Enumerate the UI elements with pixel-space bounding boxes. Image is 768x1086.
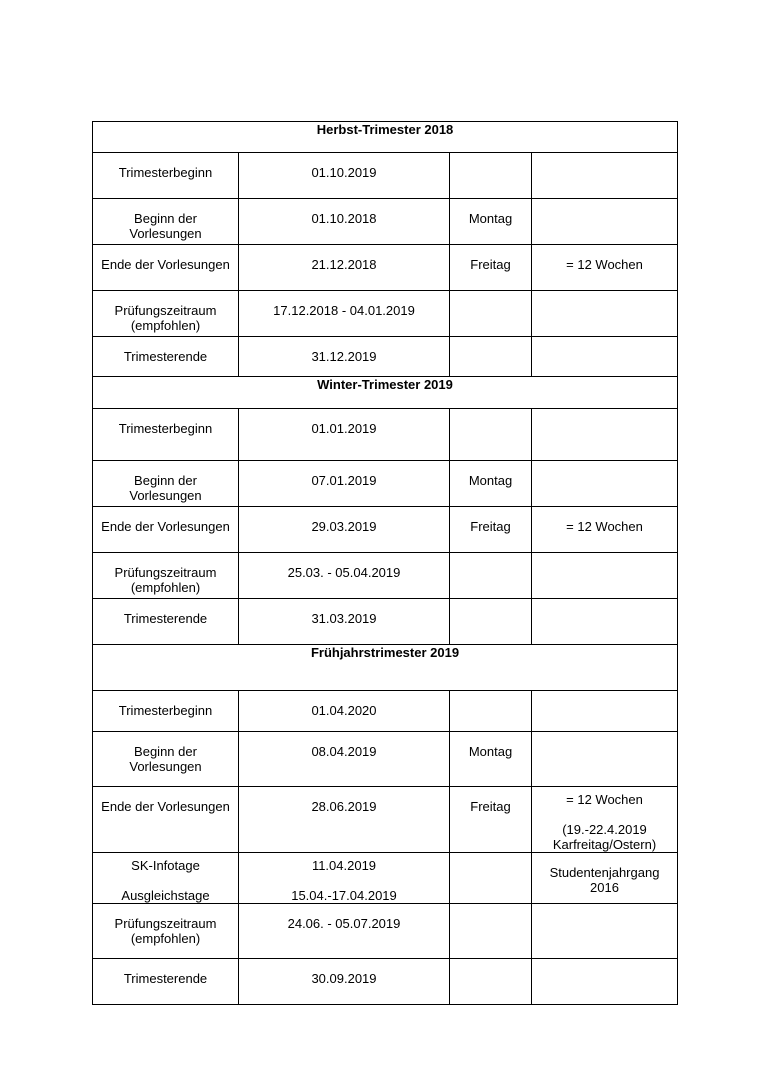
row-day [450, 959, 532, 1005]
table-row [93, 245, 678, 291]
row-date: 31.12.2019 [239, 337, 450, 377]
row-label: Beginn der Vorlesungen [93, 199, 239, 245]
row-date: 25.03. - 05.04.2019 [239, 553, 450, 599]
row-label: Trimesterbeginn [93, 409, 239, 461]
section-title-winter: Winter-Trimester 2019 [93, 377, 678, 409]
row-day: Montag [450, 732, 532, 787]
table-row [93, 199, 678, 245]
row-day: Freitag [450, 787, 532, 853]
row-label: Ende der Vorlesungen [93, 787, 239, 853]
row-note [532, 553, 678, 599]
table-row [93, 553, 678, 599]
row-date: 30.09.2019 [239, 959, 450, 1005]
row-day [450, 409, 532, 461]
row-label: Prüfungszeitraum (empfohlen) [93, 291, 239, 337]
row-label: Beginn der Vorlesungen [93, 732, 239, 787]
row-date: 29.03.2019 [239, 507, 450, 553]
table-row [93, 691, 678, 732]
row-note [532, 904, 678, 959]
row-label: Beginn der Vorlesungen [93, 461, 239, 507]
section-title-herbst: Herbst-Trimester 2018 [93, 122, 678, 153]
row-day: Montag [450, 199, 532, 245]
table-row [93, 787, 678, 853]
row-day: Freitag [450, 245, 532, 291]
row-note [532, 153, 678, 199]
row-label: Trimesterende [93, 337, 239, 377]
row-note [532, 199, 678, 245]
row-date: 08.04.2019 [239, 732, 450, 787]
table-row [93, 153, 678, 199]
row-day [450, 853, 532, 904]
table-row [93, 507, 678, 553]
row-day: Montag [450, 461, 532, 507]
row-label: Ende der Vorlesungen [93, 245, 239, 291]
table-row [93, 291, 678, 337]
row-note [532, 337, 678, 377]
table-row [93, 959, 678, 1005]
row-label: Trimesterende [93, 599, 239, 645]
row-day [450, 553, 532, 599]
section-title-fruehjahr: Frühjahrstrimester 2019 [93, 645, 678, 691]
row-date: 07.01.2019 [239, 461, 450, 507]
table-row [93, 337, 678, 377]
row-date: 21.12.2018 [239, 245, 450, 291]
row-note: = 12 Wochen [532, 507, 678, 553]
row-label: Prüfungszeitraum (empfohlen) [93, 553, 239, 599]
row-date: 01.04.2020 [239, 691, 450, 732]
row-note: = 12 Wochen [532, 245, 678, 291]
row-label: Prüfungszeitraum (empfohlen) [93, 904, 239, 959]
table-row [93, 853, 678, 904]
row-date: 01.01.2019 [239, 409, 450, 461]
table-row [93, 904, 678, 959]
row-day [450, 153, 532, 199]
row-note [532, 732, 678, 787]
row-date: 01.10.2018 [239, 199, 450, 245]
table-row [93, 409, 678, 461]
row-note: Studentenjahrgang 2016 [532, 853, 678, 904]
row-date: 31.03.2019 [239, 599, 450, 645]
row-date: 28.06.2019 [239, 787, 450, 853]
row-date: 24.06. - 05.07.2019 [239, 904, 450, 959]
row-day [450, 691, 532, 732]
row-label: SK-Infotage Ausgleichstage [93, 853, 239, 904]
row-label: Trimesterende [93, 959, 239, 1005]
row-day [450, 599, 532, 645]
table-row [93, 599, 678, 645]
row-note [532, 461, 678, 507]
row-date: 01.10.2019 [239, 153, 450, 199]
row-note: = 12 Wochen (19.-22.4.2019 Karfreitag/Ostern) [532, 787, 678, 853]
row-day [450, 291, 532, 337]
row-label: Ende der Vorlesungen [93, 507, 239, 553]
row-day [450, 337, 532, 377]
row-date: 11.04.2019 15.04.-17.04.2019 [239, 853, 450, 904]
row-note [532, 409, 678, 461]
row-day [450, 904, 532, 959]
row-note [532, 291, 678, 337]
table-row [93, 732, 678, 787]
row-label: Trimesterbeginn [93, 691, 239, 732]
row-day: Freitag [450, 507, 532, 553]
row-note [532, 691, 678, 732]
row-label: Trimesterbeginn [93, 153, 239, 199]
trimester-table [92, 121, 678, 1005]
row-note [532, 959, 678, 1005]
row-date: 17.12.2018 - 04.01.2019 [239, 291, 450, 337]
row-note [532, 599, 678, 645]
table-row [93, 461, 678, 507]
